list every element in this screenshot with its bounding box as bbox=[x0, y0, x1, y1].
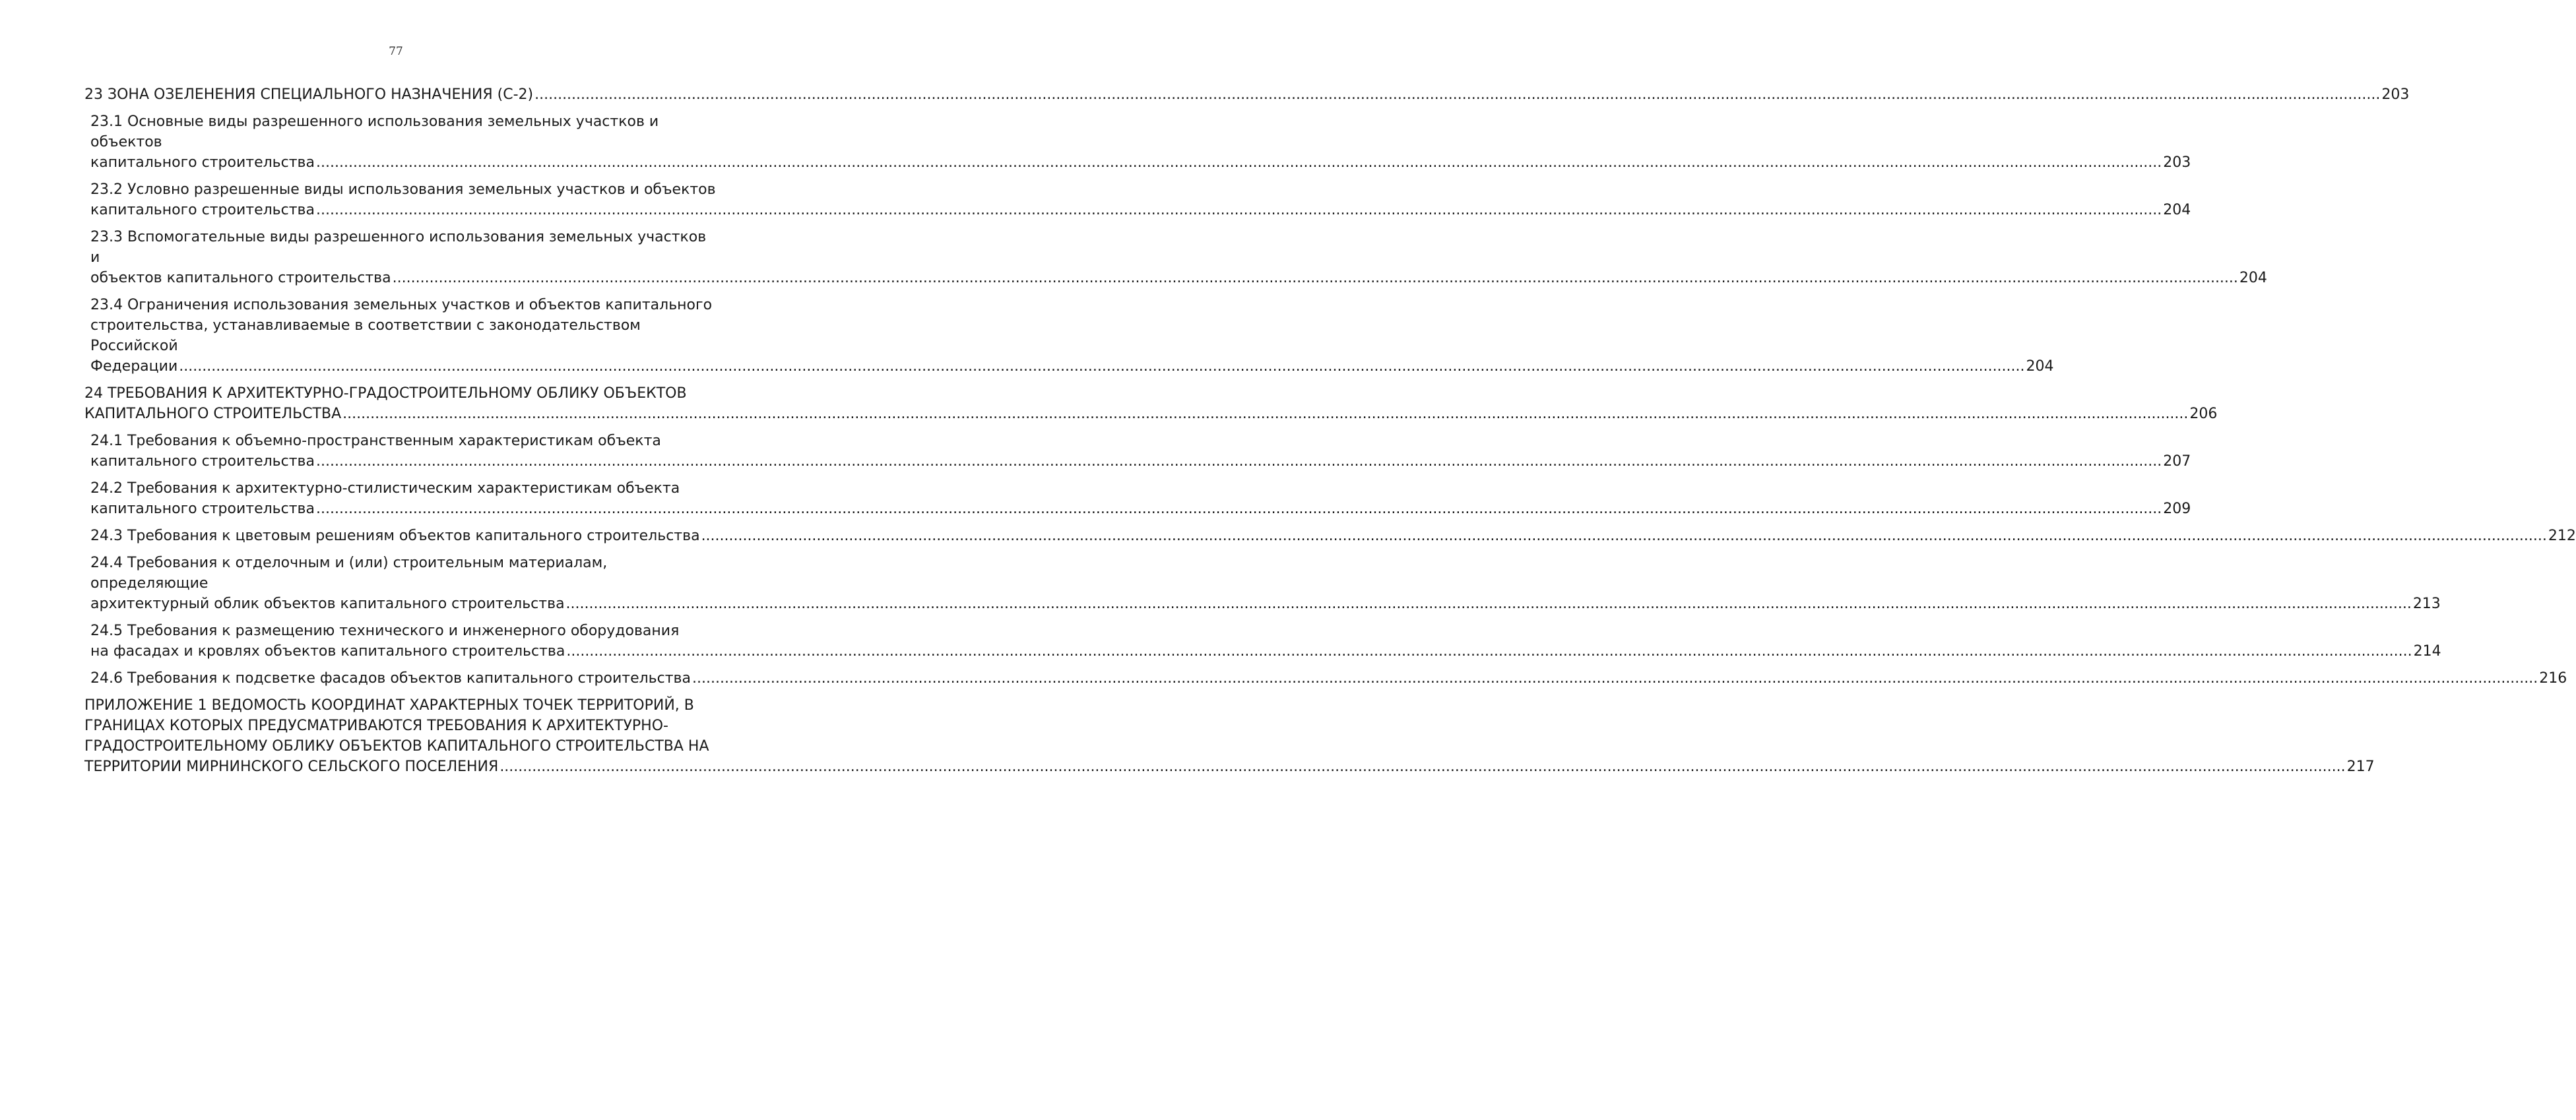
toc-entry[interactable] bbox=[84, 383, 2218, 424]
toc-entry-text-line: 24 ТРЕБОВАНИЯ К АРХИТЕКТУРНО-ГРАДОСТРОИТЕЛЬНОМУ ОБЛИКУ ОБЪЕКТОВ bbox=[84, 385, 687, 402]
toc-entry[interactable] bbox=[84, 111, 2191, 173]
toc-entry-page-number: 216 bbox=[2539, 670, 2567, 687]
toc-entry[interactable] bbox=[84, 227, 2267, 288]
toc-entry-page-number: 217 bbox=[2346, 759, 2375, 775]
toc-entry-title: КАПИТАЛЬНОГО СТРОИТЕЛЬСТВА bbox=[84, 406, 342, 422]
toc-entry-page-number: 204 bbox=[2163, 202, 2191, 218]
toc-entry-page-number: 204 bbox=[2026, 358, 2054, 375]
toc-entry-title: капитального строительства bbox=[90, 202, 315, 218]
toc-entry-text-line: 24.2 Требования к архитектурно-стилистическим характеристикам объекта bbox=[90, 480, 680, 497]
toc-entry-title: ТЕРРИТОРИИ МИРНИНСКОГО СЕЛЬСКОГО ПОСЕЛЕНИЯ bbox=[84, 759, 499, 775]
dot-leader: ................................................................................................................................................................................................................................................................................................................................................................................................................ bbox=[566, 643, 2412, 660]
toc-entry-page-number: 207 bbox=[2163, 453, 2191, 470]
toc-entry[interactable] bbox=[84, 526, 2576, 546]
toc-entry[interactable] bbox=[84, 668, 2567, 689]
toc-entry-page-number: 203 bbox=[2381, 86, 2410, 103]
toc-entry-title: 23 ЗОНА ОЗЕЛЕНЕНИЯ СПЕЦИАЛЬНОГО НАЗНАЧЕНИЯ (С-2) bbox=[84, 86, 534, 103]
toc-entry-page-number: 209 bbox=[2163, 501, 2191, 517]
toc-entry-text-line: 24.5 Требования к размещению технического и инженерного оборудования bbox=[90, 623, 680, 639]
toc-entry-text-line: 23.3 Вспомогательные виды разрешенного использования земельных участков и bbox=[90, 229, 707, 266]
dot-leader: ................................................................................................................................................................................................................................................................................................................................................................................................................ bbox=[316, 202, 2162, 218]
toc-entry[interactable] bbox=[84, 553, 2441, 614]
toc-entry-last-line bbox=[90, 499, 2191, 519]
toc-entry-text-line: 23.1 Основные виды разрешенного использования земельных участков и объектов bbox=[90, 113, 659, 150]
toc-entry-last-line bbox=[84, 757, 2375, 777]
toc-entry-last-line bbox=[84, 404, 2218, 424]
table-of-contents bbox=[84, 84, 2576, 784]
toc-entry-text-line: ПРИЛОЖЕНИЕ 1 ВЕДОМОСТЬ КООРДИНАТ ХАРАКТЕРНЫХ ТОЧЕК ТЕРРИТОРИЙ, В bbox=[84, 697, 694, 714]
toc-entry[interactable] bbox=[84, 84, 2410, 105]
toc-entry[interactable] bbox=[84, 295, 2054, 377]
toc-entry-title: архитектурный облик объектов капитального строительства bbox=[90, 596, 565, 612]
toc-entry-title: 24.3 Требования к цветовым решениям объектов капитального строительства bbox=[90, 528, 700, 544]
page-number: 77 bbox=[389, 45, 403, 58]
toc-entry-text-line: 24.1 Требования к объемно-пространственным характеристикам объекта bbox=[90, 433, 661, 449]
toc-entry-page-number: 212 bbox=[2548, 528, 2576, 544]
toc-entry-text-line: ГРАДОСТРОИТЕЛЬНОМУ ОБЛИКУ ОБЪЕКТОВ КАПИТАЛЬНОГО СТРОИТЕЛЬСТВА НА bbox=[84, 738, 709, 755]
toc-entry-last-line bbox=[90, 451, 2191, 472]
toc-entry-last-line bbox=[90, 641, 2441, 662]
toc-entry-text-line: 23.2 Условно разрешенные виды использования земельных участков и объектов bbox=[90, 181, 716, 198]
dot-leader: ................................................................................................................................................................................................................................................................................................................................................................................................................ bbox=[316, 501, 2162, 517]
dot-leader: ................................................................................................................................................................................................................................................................................................................................................................................................................ bbox=[392, 270, 2238, 286]
toc-entry-last-line bbox=[90, 526, 2576, 546]
dot-leader: ................................................................................................................................................................................................................................................................................................................................................................................................................ bbox=[692, 670, 2538, 687]
dot-leader: ................................................................................................................................................................................................................................................................................................................................................................................................................ bbox=[499, 759, 2346, 775]
toc-entry-page-number: 203 bbox=[2163, 154, 2191, 171]
toc-entry-title: 24.6 Требования к подсветке фасадов объектов капитального строительства bbox=[90, 670, 691, 687]
toc-entry[interactable] bbox=[84, 621, 2441, 662]
toc-entry-page-number: 206 bbox=[2189, 406, 2218, 422]
toc-entry-title: капитального строительства bbox=[90, 453, 315, 470]
toc-entry-last-line bbox=[90, 268, 2267, 288]
dot-leader: ................................................................................................................................................................................................................................................................................................................................................................................................................ bbox=[316, 154, 2162, 171]
toc-entry-title: Федерации bbox=[90, 358, 178, 375]
dot-leader: ................................................................................................................................................................................................................................................................................................................................................................................................................ bbox=[342, 406, 2189, 422]
toc-entry-text-line: строительства, устанавливаемые в соответствии с законодательством Российской bbox=[90, 317, 641, 354]
toc-entry-last-line bbox=[90, 594, 2441, 614]
toc-entry-text-line: 24.4 Требования к отделочным и (или) строительным материалам, определяющие bbox=[90, 555, 608, 592]
toc-entry-page-number: 214 bbox=[2413, 643, 2441, 660]
dot-leader: ................................................................................................................................................................................................................................................................................................................................................................................................................ bbox=[179, 358, 2025, 375]
dot-leader: ................................................................................................................................................................................................................................................................................................................................................................................................................ bbox=[316, 453, 2162, 470]
dot-leader: ................................................................................................................................................................................................................................................................................................................................................................................................................ bbox=[701, 528, 2547, 544]
toc-entry[interactable] bbox=[84, 431, 2191, 472]
dot-leader: ................................................................................................................................................................................................................................................................................................................................................................................................................ bbox=[565, 596, 2412, 612]
toc-entry[interactable] bbox=[84, 478, 2191, 519]
toc-entry[interactable] bbox=[84, 179, 2191, 220]
toc-entry-last-line bbox=[90, 200, 2191, 220]
toc-entry-page-number: 204 bbox=[2239, 270, 2267, 286]
dot-leader: ................................................................................................................................................................................................................................................................................................................................................................................................................ bbox=[534, 86, 2381, 103]
toc-entry-last-line bbox=[90, 152, 2191, 173]
toc-entry-text-line: 23.4 Ограничения использования земельных участков и объектов капитального bbox=[90, 297, 713, 313]
toc-entry[interactable] bbox=[84, 695, 2375, 777]
toc-entry-text-line: ГРАНИЦАХ КОТОРЫХ ПРЕДУСМАТРИВАЮТСЯ ТРЕБОВАНИЯ К АРХИТЕКТУРНО- bbox=[84, 718, 668, 734]
toc-entry-title: на фасадах и кровлях объектов капитального строительства bbox=[90, 643, 565, 660]
toc-entry-last-line bbox=[90, 668, 2567, 689]
toc-entry-page-number: 213 bbox=[2412, 596, 2441, 612]
toc-entry-last-line bbox=[90, 356, 2054, 377]
toc-entry-last-line bbox=[84, 84, 2410, 105]
toc-entry-title: капитального строительства bbox=[90, 501, 315, 517]
toc-entry-title: объектов капитального строительства bbox=[90, 270, 391, 286]
toc-entry-title: капитального строительства bbox=[90, 154, 315, 171]
